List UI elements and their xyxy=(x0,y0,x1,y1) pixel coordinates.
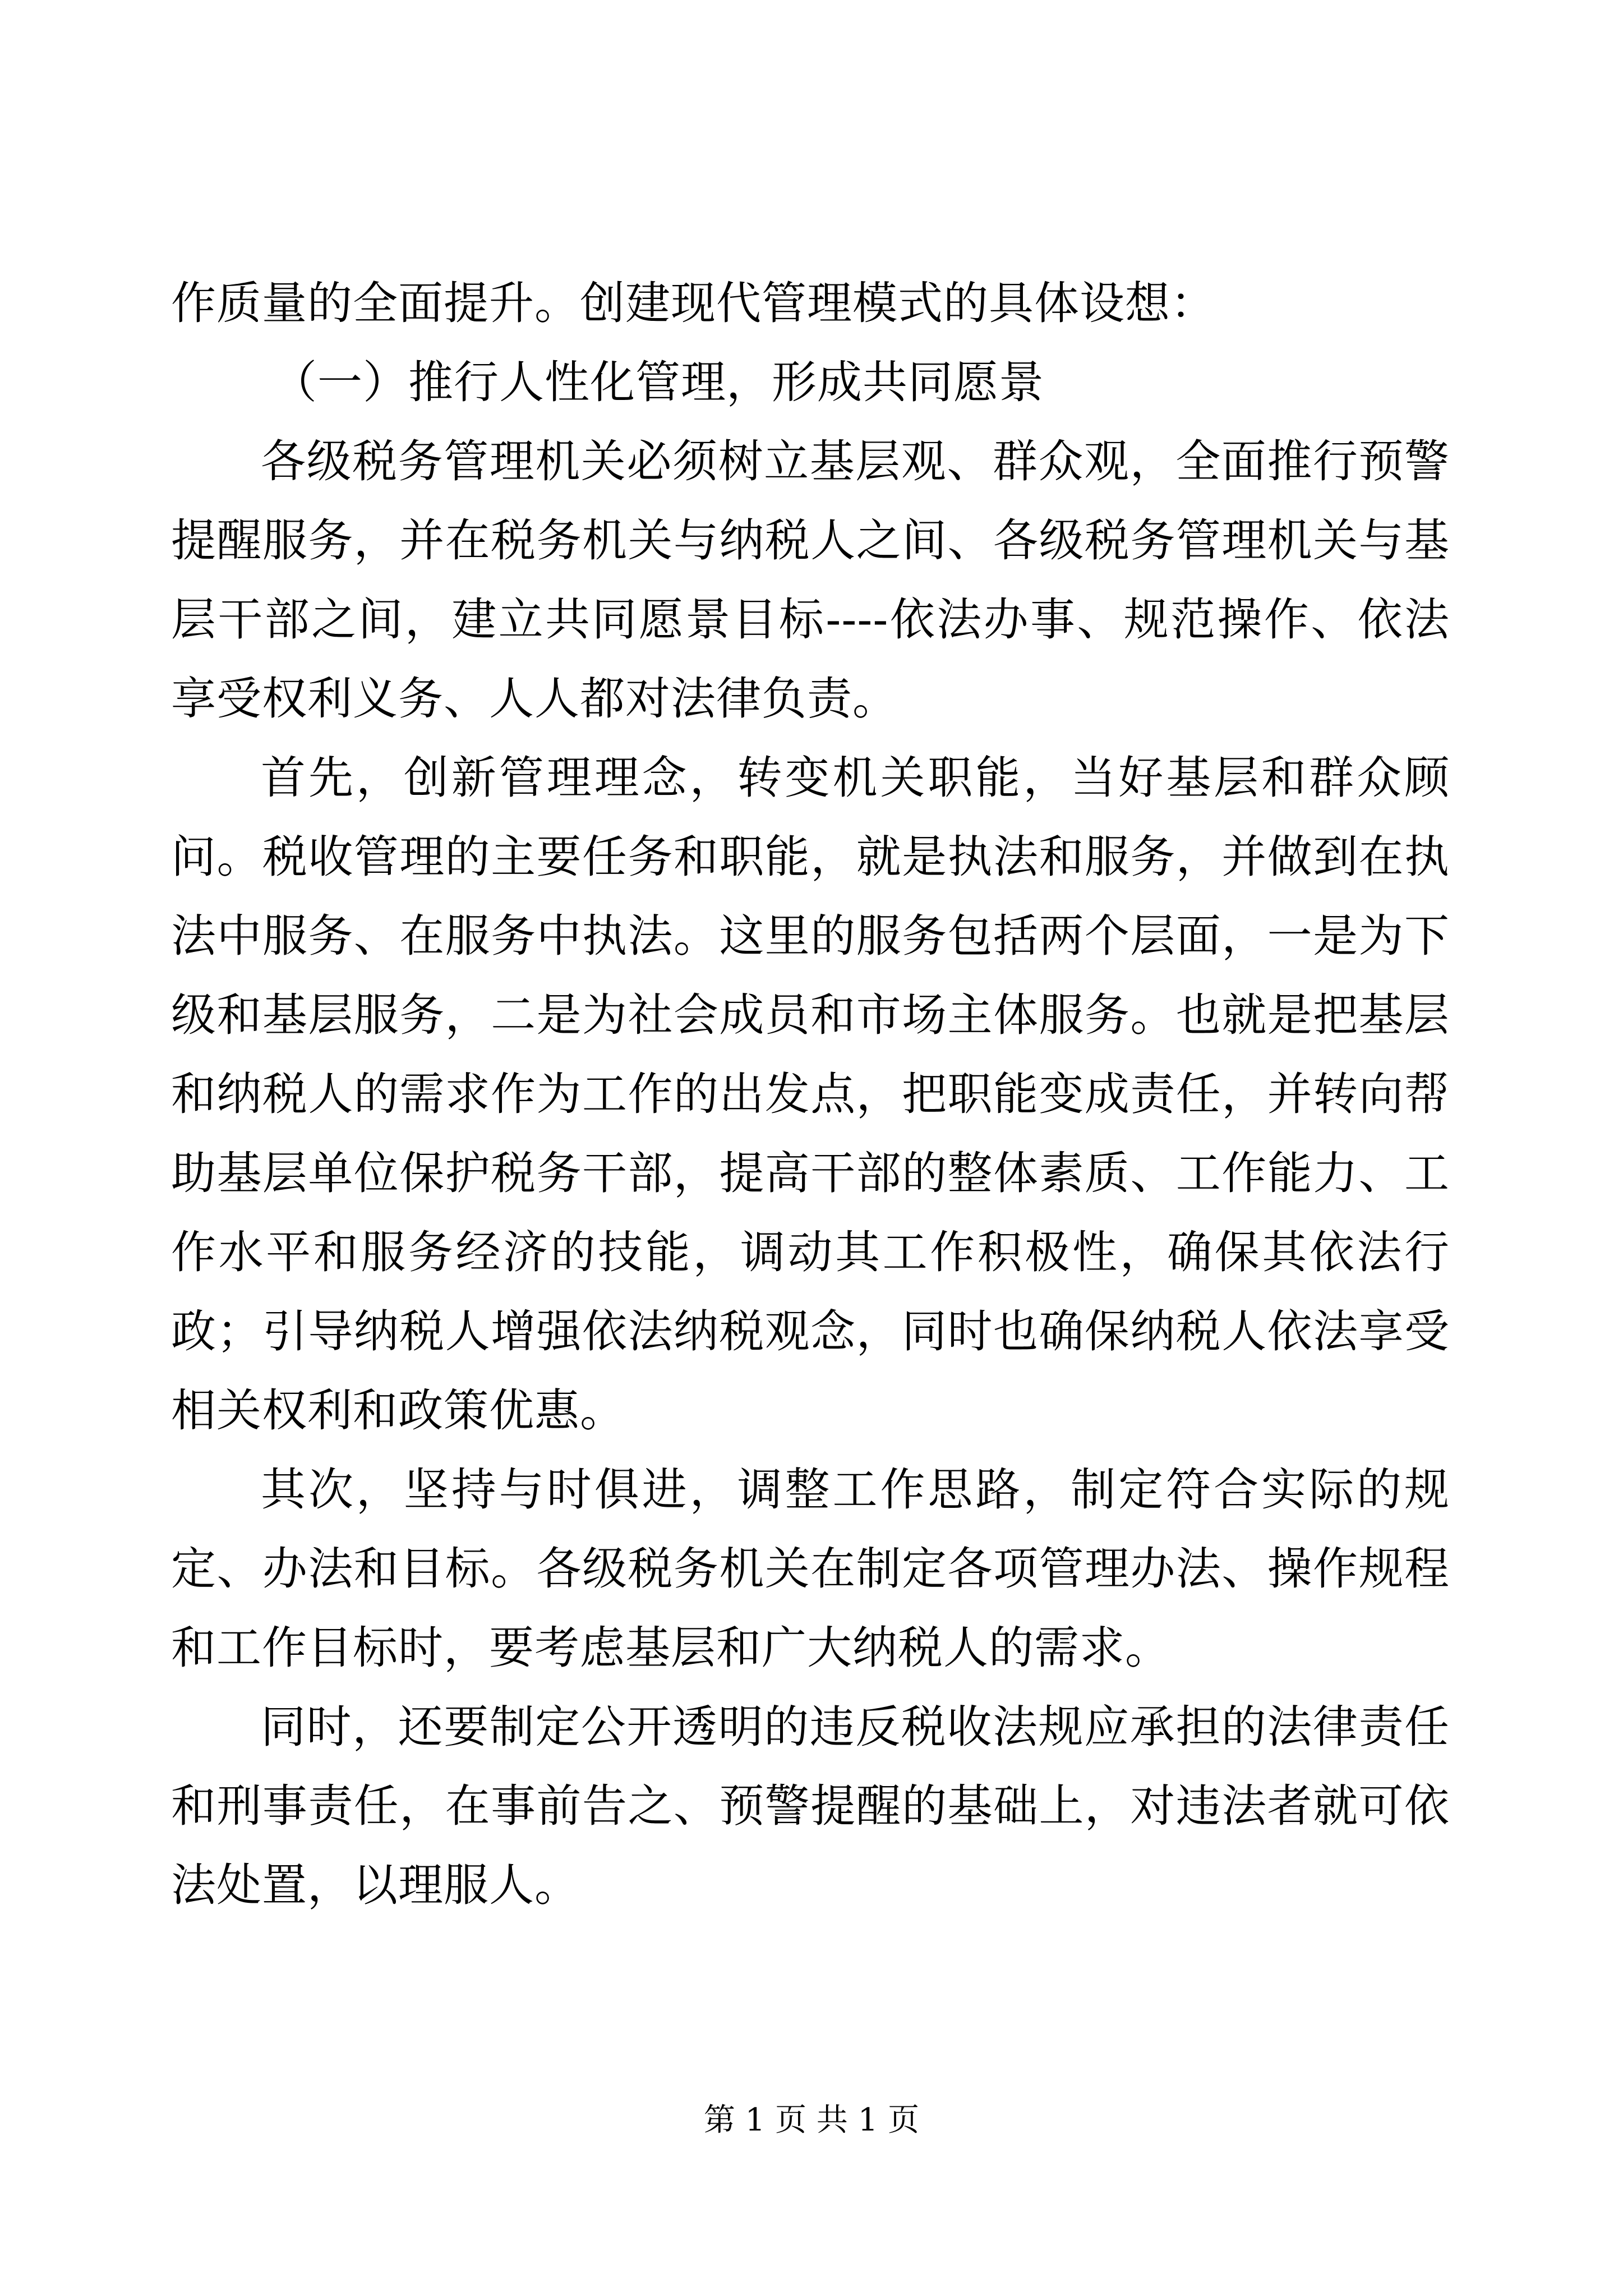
section-heading: （一）推行人性化管理，形成共同愿景 xyxy=(272,356,1044,408)
document-body xyxy=(171,264,1450,1925)
paragraph-continuation: 作质量的全面提升。创建现代管理模式的具体设想： xyxy=(171,277,1216,329)
paragraph: 首先，创新管理理念，转变机关职能，当好基层和群众顾问。税收管理的主要任务和职能，就是执法和服务，并做到在执法中服务、在服务中执法。这里的服务包括两个层面，一是为下级和基层服务，二是为社会成员和市场主体服务。也就是把基层和纳税人的需求作为工作的出发点，把职能变成责任，并转向帮助基层单位保护税务干部，提高干部的整体素质、工作能力、工作水平和服务经济的技能，调动其工作积极性，确保其依法行政；引导纳税人增强依法纳税观念，同时也确保纳税人依法享受相关权利和政策优惠。 xyxy=(171,752,1450,1437)
page-number-footer: 第 1 页 共 1 页 xyxy=(703,2102,920,2138)
paragraph: 其次，坚持与时俱进，调整工作思路，制定符合实际的规定、办法和目标。各级税务机关在制定各项管理办法、操作规程和工作目标时，要考虑基层和广大纳税人的需求。 xyxy=(171,1464,1450,1674)
paragraph: 同时，还要制定公开透明的违反税收法规应承担的法律责任和刑事责任，在事前告之、预警提醒的基础上，对违法者就可依法处置，以理服人。 xyxy=(171,1701,1450,1911)
paragraph: 各级税务管理机关必须树立基层观、群众观，全面推行预警提醒服务，并在税务机关与纳税人之间、各级税务管理机关与基层干部之间，建立共同愿景目标----依法办事、规范操作、依法享受权利义务、人人都对法律负责。 xyxy=(171,435,1450,725)
